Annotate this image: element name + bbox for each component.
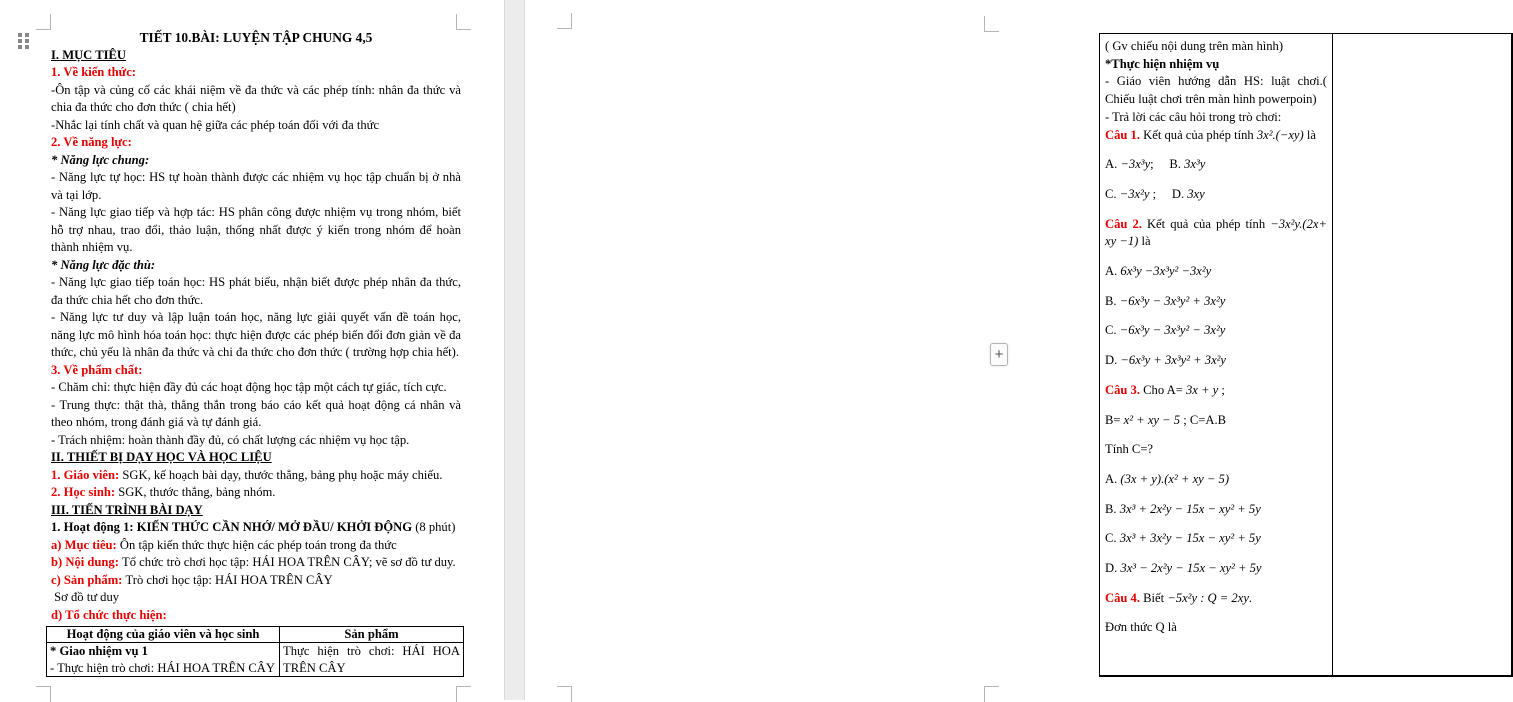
table-cell-activity	[47, 643, 280, 677]
text-segment: Kết quả của phép tính	[1140, 127, 1257, 142]
text-segment: I. MỤC TIÊU	[51, 47, 126, 62]
text-segment: III. TIẾN TRÌNH BÀI DẠY	[51, 502, 203, 517]
text-segment: .	[1248, 590, 1253, 605]
text-segment: - Chăm chỉ: thực hiện đầy đủ các hoạt động học tập một cách tự giác, tích cực.	[51, 380, 447, 394]
paragraph	[1105, 293, 1327, 311]
text-segment: b) Nội dung:	[51, 555, 123, 569]
text-segment: - Năng lực giao tiếp toán học: HS phát biểu, nhận biết được phép nhân đa thức, đa thức chia hết cho đơn thức.	[51, 275, 461, 307]
text-segment: Sơ đồ tư duy	[51, 590, 120, 604]
paragraph	[1105, 156, 1327, 174]
math-expression: −6x³y − 3x³y² − 3x²y	[1119, 323, 1226, 338]
paragraph	[51, 572, 461, 590]
paragraph	[51, 519, 461, 537]
text-segment: Thực hiện trò chơi: HÁI HOA TRÊN CÂY	[283, 644, 460, 675]
text-segment: - Trách nhiệm: hoàn thành đầy đủ, có chất lượng các nhiệm vụ học tập.	[51, 432, 410, 447]
text-segment: 2. Về năng lực:	[51, 135, 132, 149]
text-segment: - Trả lời các câu hỏi trong trò chơi:	[1105, 109, 1282, 124]
text-segment: a) Mục tiêu:	[51, 537, 120, 552]
paragraph	[283, 643, 460, 676]
paragraph	[51, 274, 461, 309]
text-segment: ; D.	[1149, 186, 1188, 201]
paragraph	[1105, 412, 1327, 430]
table-header-product: Sản phẩm	[280, 627, 464, 643]
text-segment: * Năng lực đặc thù:	[51, 257, 156, 272]
quiz-table	[1099, 33, 1513, 677]
text-segment: C.	[1105, 531, 1120, 546]
crop-mark-left-page-top-right	[456, 14, 471, 30]
math-expression: (3x + y).(x² + xy − 5)	[1120, 471, 1230, 486]
page-gap	[504, 0, 525, 700]
text-segment: Biết	[1140, 590, 1168, 605]
text-segment: - Trung thực: thật thà, thẳng thắn trong báo cáo kết quả hoạt động cá nhân và theo nhóm, trong đánh giá và tự đánh giá.	[51, 397, 461, 429]
text-segment: là	[1138, 234, 1151, 249]
text-segment: d) Tổ chức thực hiện:	[51, 607, 167, 622]
math-expression: 3x².(−xy)	[1256, 127, 1304, 142]
quiz-answer-column	[1333, 34, 1511, 675]
text-segment: - Năng lực tự học: HS tự hoàn thành được các nhiệm vụ học tập chuẩn bị ở nhà và tại lớp.	[51, 170, 461, 202]
text-segment: C.	[1105, 186, 1120, 201]
text-segment: A.	[1105, 471, 1121, 486]
table-header-row	[47, 627, 464, 643]
text-segment: - Thực hiện trò chơi: HÁI HOA TRÊN CÂY	[50, 660, 275, 675]
text-segment: ;	[1218, 382, 1225, 397]
text-segment: 1. Giáo viên:	[51, 467, 123, 482]
paragraph	[51, 82, 461, 117]
paragraph	[51, 64, 461, 82]
math-expression: 3x + y	[1185, 382, 1219, 397]
text-segment: Câu 3.	[1105, 382, 1140, 397]
lesson-plan-body	[51, 29, 461, 625]
text-segment: SGK, thước thẳng, bảng nhóm.	[118, 485, 276, 499]
paragraph	[51, 589, 461, 607]
paragraph	[51, 379, 461, 397]
paragraph	[1105, 73, 1327, 108]
math-expression: −3x²y.(2x+ xy −1)	[1105, 216, 1327, 249]
paragraph	[1105, 471, 1327, 489]
paragraph	[1105, 186, 1327, 204]
paragraph	[51, 502, 461, 520]
math-expression: 3x³ + 2x²y − 15x − xy² + 5y	[1119, 501, 1261, 516]
text-segment: Cho A=	[1140, 382, 1186, 397]
page-left[interactable]	[0, 0, 504, 700]
text-segment: ( Gv chiếu nội dung trên màn hình)	[1105, 39, 1284, 53]
text-segment: D.	[1105, 561, 1121, 576]
paragraph	[1105, 530, 1327, 548]
paragraph	[1105, 382, 1327, 400]
paragraph	[51, 537, 461, 555]
paragraph	[1105, 590, 1327, 608]
paragraph	[51, 134, 461, 152]
text-segment: ; B.	[1150, 157, 1185, 172]
text-segment: II. THIẾT BỊ DẠY HỌC VÀ HỌC LIỆU	[51, 450, 272, 464]
paragraph	[51, 484, 461, 502]
paragraph	[51, 362, 461, 380]
text-segment: * Năng lực chung:	[51, 152, 150, 167]
text-segment: Kết quả của phép tính	[1141, 216, 1271, 231]
math-expression: −6x³y − 3x³y² + 3x²y	[1119, 293, 1226, 308]
paragraph	[50, 660, 276, 677]
text-segment: 1. Về kiến thức:	[51, 65, 136, 79]
plus-button[interactable]: +	[990, 343, 1008, 366]
activity-table	[46, 626, 464, 677]
crop-mark-left-page-top-left	[36, 14, 51, 30]
text-segment: SGK, kế hoạch bài dạy, thước thẳng, bảng phụ hoặc máy chiếu.	[122, 467, 443, 482]
text-segment: -Ôn tập và củng cố các khái niệm về đa thức và các phép tính: nhân đa thức và chia đa thức cho đơn thức ( chia hết)	[51, 82, 461, 114]
math-expression: 6x³y −3x³y² −3x²y	[1120, 264, 1212, 279]
text-segment: TIẾT 10.BÀI: LUYỆN TẬP CHUNG 4,5	[139, 30, 373, 45]
math-expression: 3x³ − 2x²y − 15x − xy² + 5y	[1120, 561, 1262, 576]
text-segment: B=	[1105, 412, 1124, 427]
paragraph	[51, 169, 461, 204]
math-expression: −3x²y	[1119, 186, 1150, 201]
text-segment: A.	[1105, 264, 1121, 279]
math-expression: 3x³y	[1184, 157, 1206, 172]
paragraph	[1105, 56, 1327, 74]
text-segment: - Năng lực giao tiếp và hợp tác: HS phân công được nhiệm vụ trong nhóm, biết hỗ trợ nhau, trao đổi, thảo luận, thống nhất được ý kiến trong nhóm để hoàn thành nhiệm vụ.	[51, 205, 461, 254]
paragraph	[51, 117, 461, 135]
table-cell-product	[280, 643, 464, 677]
math-expression: −6x³y + 3x³y² + 3x²y	[1120, 353, 1227, 368]
paragraph	[51, 204, 461, 257]
text-segment: Câu 2.	[1105, 216, 1142, 231]
text-segment: A.	[1105, 157, 1121, 172]
text-segment: Tính C=?	[1105, 442, 1154, 457]
text-segment: ; C=A.B	[1180, 412, 1227, 427]
paragraph	[1105, 501, 1327, 519]
text-segment: B.	[1105, 501, 1120, 516]
text-segment: Câu 4.	[1105, 590, 1140, 605]
paragraph	[51, 554, 461, 572]
page-right[interactable]	[525, 0, 1327, 700]
crop-mark-right-page-bottom-left	[557, 686, 572, 702]
table-header-activity: Hoạt động của giáo viên và học sinh	[47, 627, 280, 643]
crop-mark-left-page-bottom-right	[456, 686, 471, 702]
paragraph	[1105, 109, 1327, 127]
paragraph	[51, 309, 461, 362]
crop-mark-right-page-bottom-right	[984, 686, 999, 702]
text-segment: * Giao nhiệm vụ 1	[50, 644, 148, 658]
text-segment: là	[1303, 127, 1316, 142]
paragraph	[1105, 619, 1327, 637]
text-segment: B.	[1105, 293, 1120, 308]
text-segment: D.	[1105, 353, 1121, 368]
text-segment: - Năng lực tư duy và lập luận toán học, năng lực giải quyết vấn đề toán học, năng lực mô hình hóa toán học: thực hiện được các phép biến đổi đơn giản về đa thức, chủ yếu là nhân đa thức và chi đa thức cho đơn thức ( trường hợp chia hết).	[51, 310, 461, 359]
paragraph	[51, 257, 461, 275]
text-segment: 1. Hoạt động 1: KIẾN THỨC CẦN NHỚ/ MỞ ĐẦU/ KHỞI ĐỘNG	[51, 520, 413, 534]
math-expression: x² + xy − 5	[1123, 412, 1181, 427]
text-segment: Ôn tập kiến thức thực hiện các phép toán trong đa thức	[119, 537, 397, 552]
text-segment: 3. Về phẩm chất:	[51, 362, 143, 377]
paragraph	[51, 397, 461, 432]
text-segment: - Giáo viên hướng dẫn HS: luật chơi.( Chiếu luật chơi trên màn hình powerpoin)	[1105, 74, 1327, 107]
paragraph	[1105, 216, 1327, 251]
crop-mark-right-page-top-right	[984, 16, 999, 32]
text-segment: 2. Học sinh:	[51, 485, 119, 499]
math-expression: −5x²y : Q = 2xy	[1167, 590, 1249, 605]
text-segment: (8 phút)	[412, 520, 456, 534]
text-segment: *Thực hiện nhiệm vụ	[1105, 56, 1220, 71]
text-segment: C.	[1105, 323, 1120, 338]
paragraph	[50, 643, 276, 660]
math-expression: −3x³y	[1120, 157, 1151, 172]
drag-handle-icon[interactable]	[18, 33, 30, 49]
paragraph	[51, 152, 461, 170]
text-segment: Trò chơi học tập: HÁI HOA TRÊN CÂY	[125, 572, 333, 587]
paragraph	[51, 29, 461, 47]
text-segment: c) Sản phẩm:	[51, 572, 126, 587]
drag-handle-dots	[18, 33, 22, 37]
paragraph	[51, 432, 461, 450]
text-segment: Câu 1.	[1105, 127, 1140, 142]
crop-mark-right-page-top-left	[557, 13, 572, 29]
table-row	[47, 643, 464, 677]
text-segment: Tổ chức trò chơi học tập: HÁI HOA TRÊN CÂY; vẽ sơ đồ tư duy.	[122, 555, 456, 569]
paragraph	[51, 47, 461, 65]
paragraph	[1105, 352, 1327, 370]
paragraph	[1105, 127, 1327, 145]
paragraph	[1105, 322, 1327, 340]
math-expression: 3xy	[1187, 186, 1205, 201]
paragraph	[1105, 441, 1327, 459]
paragraph	[1105, 263, 1327, 281]
text-segment: -Nhắc lại tính chất và quan hệ giữa các phép toán đối với đa thức	[51, 117, 380, 132]
paragraph	[1105, 560, 1327, 578]
quiz-question-column	[1100, 34, 1333, 675]
crop-mark-left-page-bottom-left	[36, 686, 51, 702]
paragraph	[1105, 38, 1327, 56]
paragraph	[51, 467, 461, 485]
math-expression: 3x³ + 3x²y − 15x − xy² + 5y	[1119, 531, 1261, 546]
text-segment: Đơn thức Q là	[1105, 620, 1177, 635]
paragraph	[51, 607, 461, 625]
paragraph	[51, 449, 461, 467]
